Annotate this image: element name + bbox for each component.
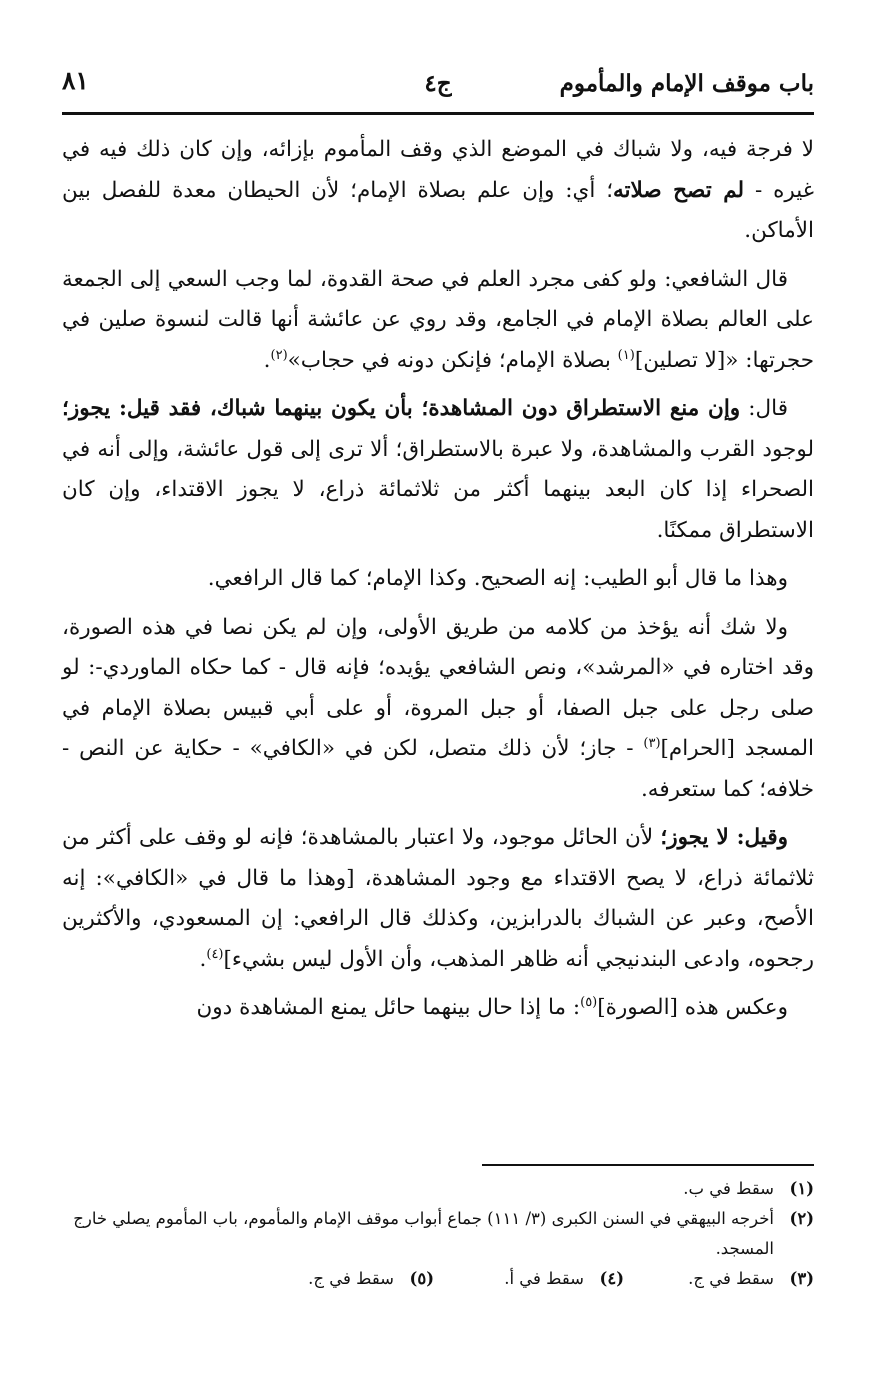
footnote-text: سقط في ج. bbox=[688, 1269, 774, 1288]
paragraph-7 bbox=[62, 988, 814, 1029]
footnote-number: (٣) bbox=[789, 1269, 814, 1288]
text-run: ؛ أي: وإن علم بصلاة الإمام؛ لأن الحيطان معدة للفصل بين الأماكن. bbox=[62, 177, 814, 243]
bold-run: وقيل: لا يجوز؛ bbox=[660, 825, 788, 850]
footnote-1 bbox=[62, 1174, 814, 1204]
footnote-number: (٥) bbox=[409, 1269, 434, 1288]
text-run: قال الشافعي: ولو كفى مجرد العلم في صحة القدوة، لما وجب السعي إلى الجمعة على العالم بصلاة الإمام في الجامع، وقد روي عن عائشة أنها قالت لنسوة صلين في حجرتها: «[لا تصلين] bbox=[62, 266, 814, 373]
footnote-4 bbox=[434, 1264, 624, 1294]
text-run: لوجود القرب والمشاهدة، ولا عبرة بالاستطراق؛ ألا ترى إلى قول عائشة، وإلى أنه في الصحراء إذا كان البعد بينهما أكثر من ثلاثمائة ذراع، لا يجوز الاقتداء، وإن كان الاستطراق ممكنًا. bbox=[62, 436, 814, 543]
footnote-text: سقط في أ. bbox=[504, 1269, 584, 1288]
paragraph-3 bbox=[62, 389, 814, 551]
footnote-ref-2[interactable]: (٢) bbox=[270, 347, 288, 363]
footnote-2 bbox=[62, 1204, 814, 1264]
paragraph-2 bbox=[62, 260, 814, 382]
footnote-number: (١) bbox=[789, 1179, 814, 1198]
footnote-text: أخرجه البيهقي في السنن الكبرى (٣/ ١١١) جماع أبواب موقف الإمام والمأموم، باب المأموم يصلي خارج المسجد. bbox=[73, 1209, 774, 1258]
text-run: . bbox=[263, 347, 271, 373]
footnotes-row-3-5 bbox=[62, 1264, 814, 1294]
text-run: . bbox=[199, 946, 207, 972]
footnote-number: (٤) bbox=[599, 1269, 624, 1288]
footnote-3 bbox=[624, 1264, 814, 1294]
text-run: ولا شك أنه يؤخذ من كلامه من طريق الأولى، وإن لم يكن نصا في هذه الصورة، وقد اختاره في «المرشد»، ونص الشافعي يؤيده؛ فإنه قال - كما حكاه الماوردي-: لو صلى رجل على جبل الصفا، أو جبل المروة، أو على أبي قبيس بصلاة الإمام في المسجد [الحرام] bbox=[62, 614, 814, 761]
text-run: قال: bbox=[740, 396, 788, 421]
footnote-ref-1[interactable]: (١) bbox=[617, 347, 635, 363]
volume-label: ج٤ bbox=[424, 70, 452, 97]
footnote-ref-4[interactable]: (٤) bbox=[206, 946, 224, 962]
paragraph-6 bbox=[62, 818, 814, 980]
page-number: ٨١ bbox=[62, 66, 89, 95]
header-rule bbox=[62, 112, 814, 115]
text-run: : ما إذا حال بينهما حائل يمنع المشاهدة دون bbox=[196, 995, 581, 1020]
text-run: لأن الحائل موجود، ولا اعتبار بالمشاهدة؛ فإنه لو وقف على أكثر من ثلاثمائة ذراع، لا يصح الاقتداء مع وجود المشاهدة، [وهذا ما قال في «الكافي»: إنه الأصح، وعبر عن الشباك بالدرابزين، وكذلك قال الرافعي: إن المسعودي، والأكثرين رجحوه، وادعى البندنيجي أنه ظاهر المذهب، وأن الأول ليس بشيء] bbox=[62, 825, 814, 972]
paragraph-4: وهذا ما قال أبو الطيب: إنه الصحيح. وكذا الإمام؛ كما قال الرافعي. bbox=[207, 566, 788, 591]
footnotes bbox=[62, 1174, 814, 1294]
footnote-5 bbox=[244, 1264, 434, 1294]
text-run: بصلاة الإمام؛ فإنكن دونه في حجاب» bbox=[287, 347, 618, 373]
paragraph-1 bbox=[62, 130, 814, 252]
running-header bbox=[62, 64, 814, 108]
footnote-number: (٢) bbox=[789, 1209, 814, 1228]
footnote-separator bbox=[482, 1164, 814, 1166]
footnote-text: سقط في ج. bbox=[308, 1269, 394, 1288]
bold-run: لم تصح صلاته bbox=[613, 177, 745, 203]
main-text bbox=[62, 130, 814, 1037]
chapter-title: باب موقف الإمام والمأموم bbox=[559, 70, 814, 97]
text-run: لا فرجة فيه، ولا شباك في الموضع الذي وقف المأموم بإزائه، وإن كان ذلك فيه في غيره - bbox=[62, 137, 814, 203]
bold-run: وإن منع الاستطراق دون المشاهدة؛ بأن يكون بينهما شباك، فقد قيل: يجوز؛ bbox=[62, 396, 741, 421]
footnote-ref-3[interactable]: (٣) bbox=[643, 735, 661, 751]
footnote-text: سقط في ب. bbox=[683, 1179, 774, 1198]
footnote-ref-5[interactable]: (٥) bbox=[580, 994, 598, 1010]
text-run: - جاز؛ لأن ذلك متصل، لكن في «الكافي» - حكاية عن النص - خلافه؛ كما ستعرفه. bbox=[62, 736, 814, 802]
paragraph-5 bbox=[62, 608, 814, 811]
text-run: وعكس هذه [الصورة] bbox=[597, 995, 788, 1020]
